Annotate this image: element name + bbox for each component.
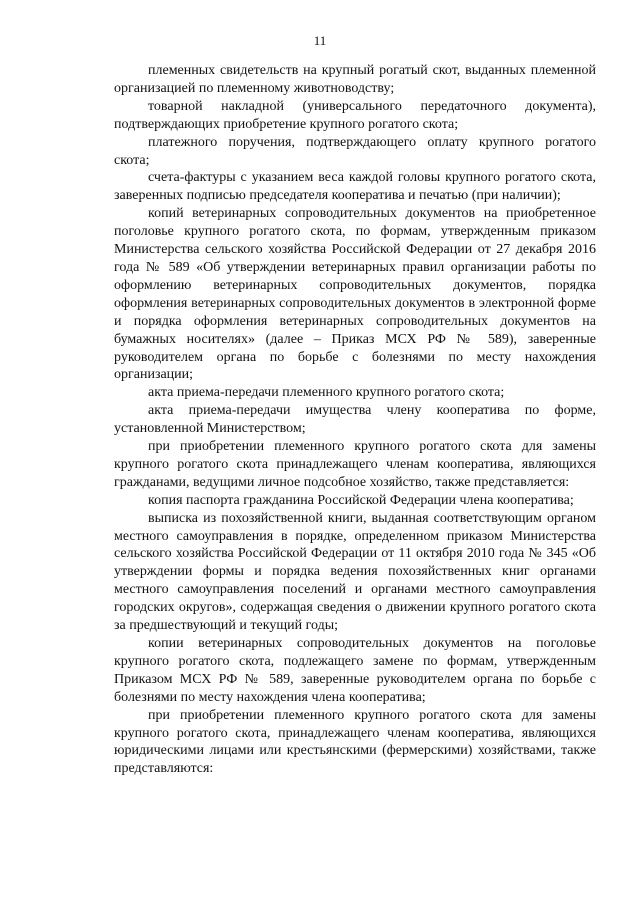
paragraph: выписка из похозяйственной книги, выданная соответствующим органом местного самоуправления в порядке, определенном приказом Министерства сельского хозяйства Российской Федерации от 11 октября 2010 года № 345 «Об утверждении формы и порядка ведения похозяйственных книг органами местного самоуправления поселений и органами местного самоуправления городских округов», содержащая сведения о движении крупного рогатого скота за предшествующий и текущий годы; <box>114 510 596 634</box>
paragraph: копий ветеринарных сопроводительных документов на приобретенное поголовье крупного рогатого скота, по формам, утвержденным приказом Министерства сельского хозяйства Российской Федерации от 27 декабря 2016 года № 589 «Об утверждении ветеринарных правил организации работы по оформлению ветеринарных сопроводительных документов, порядка оформления ветеринарных сопроводительных документов в электронной форме и порядка оформления ветеринарных сопроводительных документов на бумажных носителях» (далее – Приказ МСХ РФ № 589), заверенные руководителем органа по борьбе с болезнями по месту нахождения организации; <box>114 206 596 383</box>
paragraph: платежного поручения, подтверждающего оплату крупного рогатого скота; <box>114 134 596 168</box>
paragraph: акта приема-передачи племенного крупного рогатого скота; <box>148 385 505 401</box>
paragraph: товарной накладной (универсального передаточного документа), подтверждающих приобретение крупного рогатого скота; <box>114 98 596 132</box>
paragraph: счета-фактуры с указанием веса каждой головы крупного рогатого скота, заверенных подписью председателя кооператива и печатью (при наличии); <box>114 170 596 204</box>
page-number: 11 <box>313 33 327 48</box>
paragraph: акта приема-передачи имущества члену кооператива по форме, установленной Министерством; <box>114 403 596 437</box>
paragraph: копия паспорта гражданина Российской Федерации члена кооператива; <box>148 492 574 508</box>
paragraph: при приобретении племенного крупного рогатого скота для замены крупного рогатого скота принадлежащего членам кооператива, являющихся гражданами, ведущими личное подсобное хозяйство, также представляется: <box>114 439 596 490</box>
paragraph: копии ветеринарных сопроводительных документов на поголовье крупного рогатого скота, подлежащего замене по формам, утвержденным Приказом МСХ РФ № 589, заверенные руководителем органа по борьбе с болезнями по месту нахождения члена кооператива; <box>114 636 596 705</box>
paragraph: при приобретении племенного крупного рогатого скота для замены крупного рогатого скота, принадлежащего членам кооператива, являющихся юридическими лицами или крестьянскими (фермерскими) хозяйствами, также представляются: <box>114 707 596 777</box>
paragraph: племенных свидетельств на крупный рогатый скот, выданных племенной организацией по племенному животноводству; <box>114 63 596 96</box>
document-body <box>114 62 596 778</box>
